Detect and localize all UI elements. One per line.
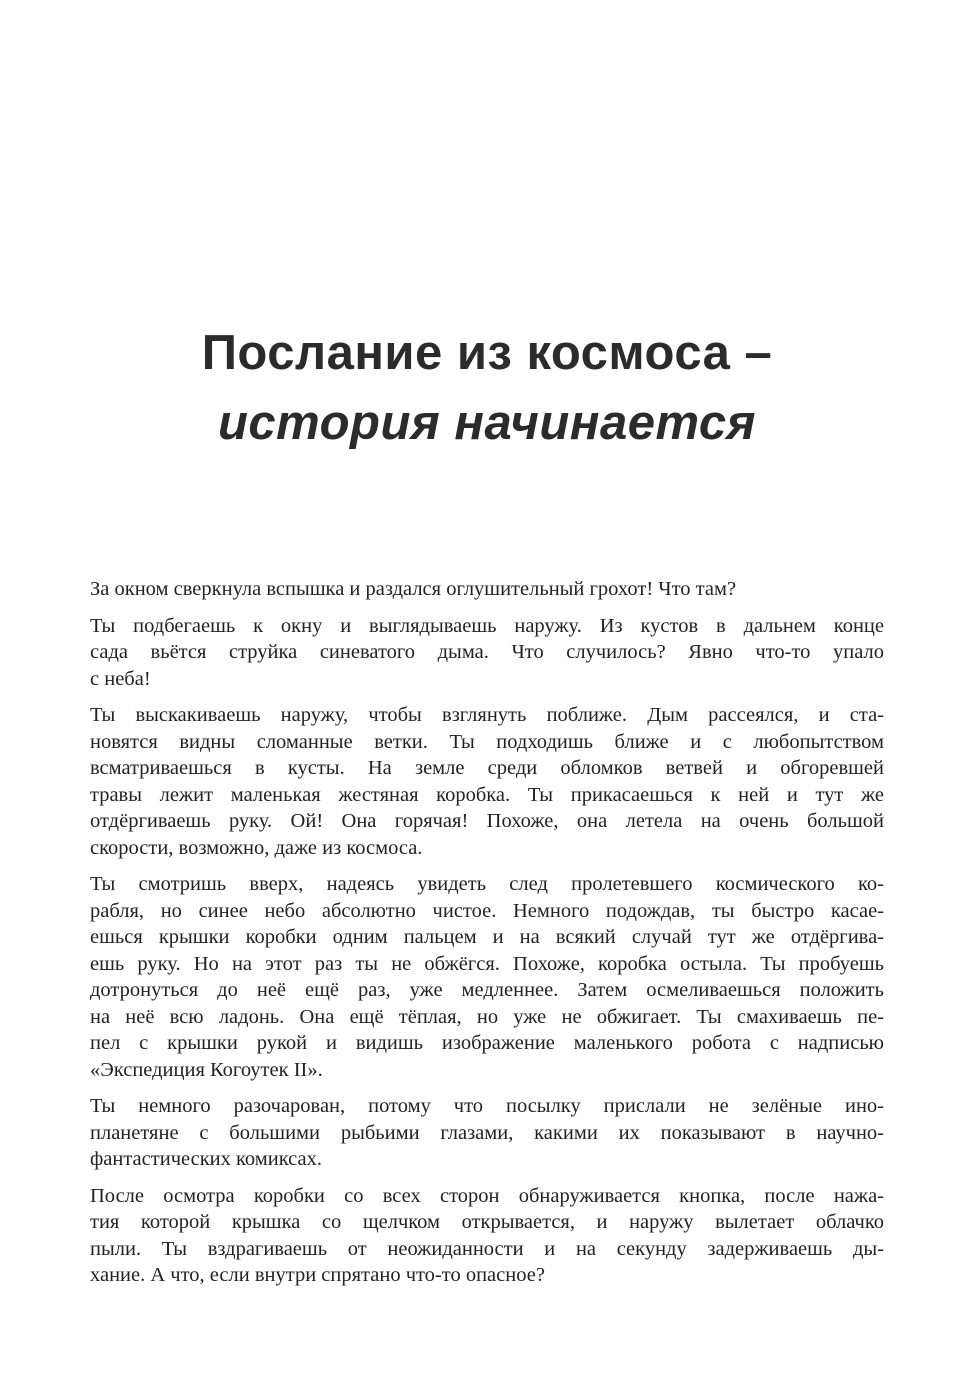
text-line: тия которой крышка со щелчком открывается, и наружу вылетает облачко — [90, 1211, 884, 1233]
paragraph — [90, 613, 884, 693]
text-line: всматриваешься в кусты. На земле среди обломков ветвей и обгоревшей — [90, 757, 884, 779]
text-line: скорости, возможно, даже из космоса. — [90, 836, 423, 859]
text-line: сада вьётся струйка синеватого дыма. Что случилось? Явно что-то упало — [90, 641, 884, 663]
text-line: Ты подбегаешь к окну и выглядываешь наружу. Из кустов в дальнем конце — [90, 614, 884, 637]
text-line: За окном сверкнула вспышка и раздался оглушительный грохот! Что там? — [90, 578, 737, 600]
body-text — [90, 576, 884, 1289]
text-line: ешься крышки коробки одним пальцем и на всякий случай тут же отдёргива- — [90, 926, 884, 948]
paragraph — [90, 1183, 884, 1289]
text-line: После осмотра коробки со всех сторон обнаруживается кнопка, после нажа- — [90, 1184, 884, 1207]
text-line: ешь руку. Но на этот раз ты не обжёгся. Похоже, коробка остыла. Ты пробуешь — [90, 952, 884, 975]
text-line: планетяне с большими рыбьими глазами, какими их показывают в научно- — [90, 1121, 884, 1144]
paragraph — [90, 871, 884, 1083]
text-line: дотронуться до неё ещё раз, уже медленнее. Затем осмеливаешься положить — [90, 979, 884, 1001]
text-line: хание. А что, если внутри спрятано что-то опасное? — [90, 1264, 545, 1286]
text-line: пел с крышки рукой и видишь изображение маленького робота с надписью — [90, 1032, 884, 1054]
text-line: на неё всю ладонь. Она ещё тёплая, но уже не обжигает. Ты смахиваешь пе- — [90, 1005, 884, 1028]
text-line: «Экспедиция Когоутек II». — [90, 1058, 323, 1081]
text-line: Ты выскакиваешь наружу, чтобы взглянуть поближе. Дым рассеялся, и ста- — [90, 704, 884, 726]
text-line: отдёргиваешь руку. Ой! Она горячая! Похоже, она летела на очень большой — [90, 810, 884, 832]
text-line: Ты смотришь вверх, надеясь увидеть след пролетевшего космического ко- — [90, 873, 884, 895]
text-line: рабля, но синее небо абсолютно чистое. Немного подождав, ты быстро касае- — [90, 899, 884, 922]
text-line: травы лежит маленькая жестяная коробка. Ты прикасаешься к ней и тут же — [90, 783, 884, 806]
paragraph — [90, 1093, 884, 1173]
text-line: фантастических комиксах. — [90, 1148, 323, 1170]
text-line: с неба! — [90, 667, 151, 690]
chapter-title-line1: Послание из космоса – — [201, 326, 773, 380]
chapter-title — [0, 0, 974, 458]
paragraph — [90, 576, 884, 603]
text-line: новятся видны сломанные ветки. Ты подходишь ближе и с любопытством — [90, 730, 884, 753]
text-line: пыли. Ты вздрагиваешь от неожиданности и на секунду задерживаешь ды- — [90, 1237, 884, 1260]
text-line: Ты немного разочарован, потому что посылку прислали не зелёные ино- — [90, 1095, 884, 1117]
paragraph — [90, 702, 884, 861]
chapter-title-line2: история начинается — [218, 396, 756, 450]
